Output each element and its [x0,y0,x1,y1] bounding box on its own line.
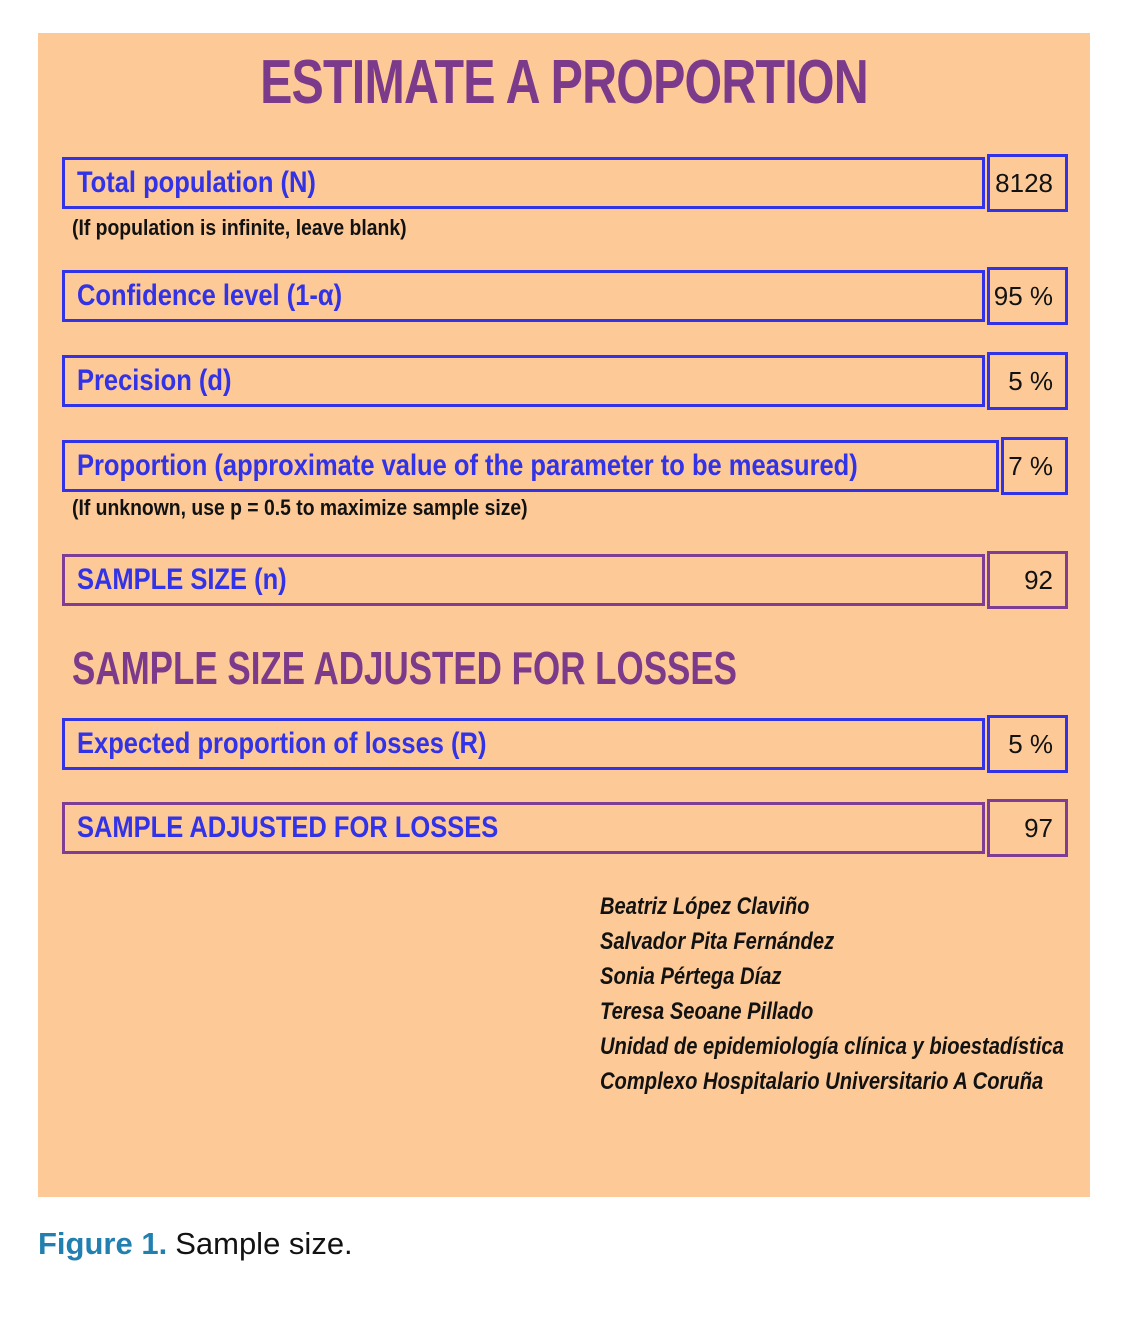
calculator-panel [38,33,1090,1197]
total-population-label-box [62,157,985,209]
row-precision [62,352,1068,410]
confidence-level-label: Confidence level (1-α) [77,279,343,312]
sample-adjusted-label-box [62,802,985,854]
confidence-level-input[interactable]: 95 % [987,267,1068,325]
figure-caption-label: Figure 1. [38,1226,168,1261]
sample-size-label: SAMPLE SIZE (n) [77,563,287,596]
confidence-level-label-box [62,270,985,322]
note-unknown-proportion: (If unknown, use p = 0.5 to maximize sample size) [72,495,528,520]
total-population-input[interactable]: 8128 [987,154,1068,212]
sample-size-result-value: 92 [987,551,1068,609]
row-expected-losses [62,715,1068,773]
expected-losses-label: Expected proportion of losses (R) [77,727,487,760]
precision-input[interactable]: 5 % [987,352,1068,410]
precision-label: Precision (d) [77,364,232,397]
affiliation-line: Complexo Hospitalario Universitario A Coruña [600,1068,1044,1095]
author-line: Sonia Pértega Díaz [600,963,782,990]
expected-losses-input[interactable]: 5 % [987,715,1068,773]
proportion-input[interactable]: 7 % [1001,437,1068,495]
expected-losses-label-box [62,718,985,770]
affiliation-line: Unidad de epidemiología clínica y bioestadística [600,1033,1064,1060]
proportion-label-box [62,440,999,492]
row-sample-size [62,551,1068,609]
sample-size-label-box [62,554,985,606]
figure-caption [38,1226,353,1262]
sample-adjusted-label: SAMPLE ADJUSTED FOR LOSSES [77,811,499,844]
panel-title: ESTIMATE A PROPORTION [260,48,868,117]
row-proportion [62,437,1068,495]
precision-label-box [62,355,985,407]
row-total-population [62,154,1068,212]
total-population-label: Total population (N) [77,166,316,199]
proportion-label: Proportion (approximate value of the parameter to be measured) [77,449,858,482]
author-line: Beatriz López Claviño [600,893,810,920]
authors-block [600,889,1138,1099]
row-confidence-level [62,267,1068,325]
row-sample-adjusted [62,799,1068,857]
note-population-infinite: (If population is infinite, leave blank) [72,215,407,240]
author-line: Teresa Seoane Pillado [600,998,814,1025]
figure-caption-text: Sample size. [175,1226,353,1261]
section-heading-adjusted-losses: SAMPLE SIZE ADJUSTED FOR LOSSES [72,642,737,694]
sample-adjusted-result-value: 97 [987,799,1068,857]
author-line: Salvador Pita Fernández [600,928,835,955]
